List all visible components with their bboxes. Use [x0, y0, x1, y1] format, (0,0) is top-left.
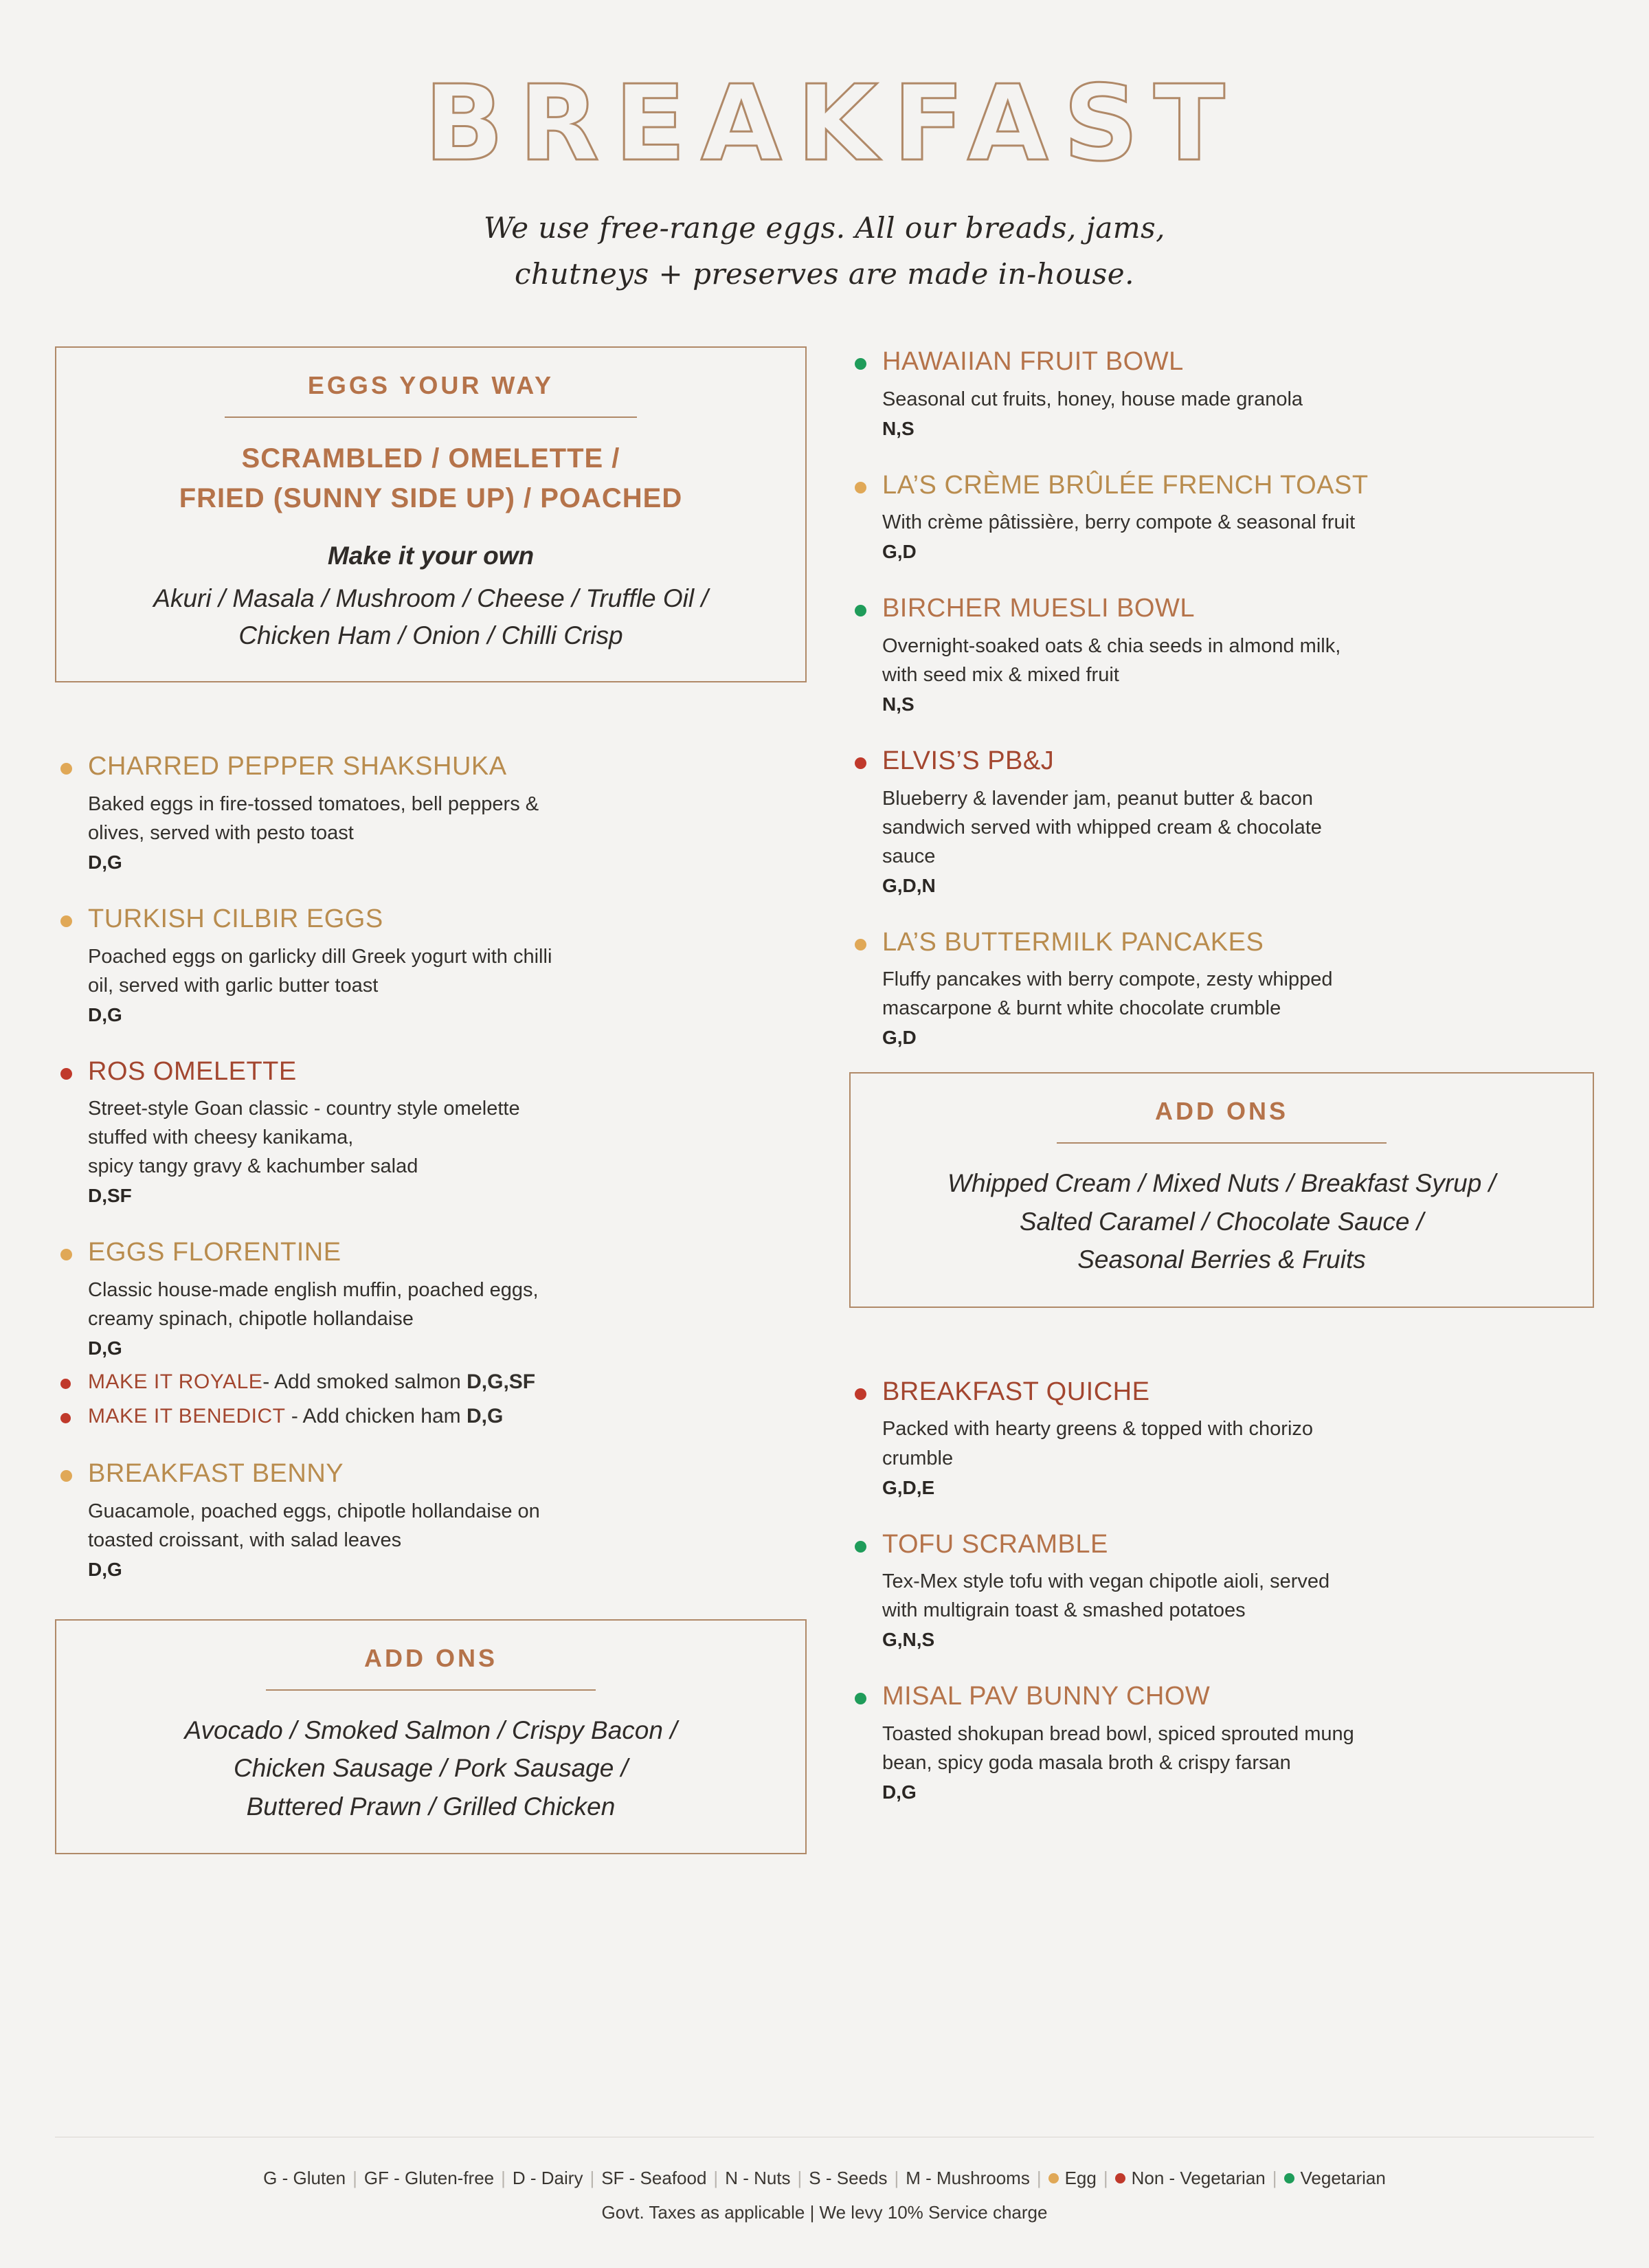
menu-item-name: TURKISH CILBIR EGGS [88, 904, 383, 933]
eggs-styles-line-1: SCRAMBLED / OMELETTE / [241, 443, 620, 474]
menu-item-name: ELVIS’S PB&J [882, 746, 1055, 775]
add-ons-list [77, 1711, 785, 1826]
menu-sub-item [55, 1370, 807, 1394]
non-veg-dot-icon [60, 1413, 71, 1423]
desc-line: Seasonal cut fruits, honey, house made granola [882, 388, 1303, 410]
make-it-your-own-label: Make it your own [327, 541, 535, 570]
allergen-tags: N,S [882, 417, 915, 439]
subtitle-line-1: We use free-range eggs. All our breads, jams, [483, 210, 1166, 245]
egg-dot-icon [60, 1249, 72, 1260]
right-add-ons-box [849, 1072, 1594, 1308]
veg-dot-icon [855, 605, 866, 616]
menu-item [849, 1377, 1594, 1499]
eggs-styles-line-2: FRIED (SUNNY SIDE UP) / POACHED [179, 482, 683, 513]
add-ons-line: Buttered Prawn / Grilled Chicken [246, 1792, 616, 1821]
divider [225, 416, 637, 418]
menu-columns [55, 346, 1594, 1854]
desc-line: mascarpone & burnt white chocolate crumble [882, 997, 1281, 1020]
sub-item-text: - Add chicken ham [291, 1405, 461, 1428]
menu-item [55, 1458, 807, 1581]
menu-item [849, 927, 1594, 1049]
subtitle-line-2: chutneys + preserves are made in-house. [515, 256, 1134, 291]
legend-veg-label: Vegetarian [1300, 2168, 1386, 2189]
egg-dot-icon [60, 1470, 72, 1482]
menu-item-name: BREAKFAST BENNY [88, 1459, 344, 1489]
divider [1057, 1142, 1387, 1144]
legend-item: M - Mushrooms [906, 2168, 1030, 2189]
eggs-options-line-1: Akuri / Masala / Mushroom / Cheese / Truffle Oil / [153, 583, 708, 612]
sub-item-label: MAKE IT BENEDICT [88, 1405, 286, 1428]
menu-item-description [882, 965, 1594, 1023]
menu-item [849, 746, 1594, 897]
footer-notice: Govt. Taxes as applicable | We levy 10% Service charge [601, 2201, 1048, 2223]
menu-item-description [882, 784, 1594, 871]
menu-item-description [88, 1497, 807, 1555]
allergen-tags: G,D [882, 1027, 917, 1049]
desc-line: Packed with hearty greens & topped with chorizo [882, 1418, 1314, 1441]
desc-line: Fluffy pancakes with berry compote, zesty whipped [882, 968, 1333, 991]
allergen-tags: D,SF [88, 1185, 132, 1207]
right-column [849, 346, 1594, 1854]
veg-dot-icon [855, 1693, 866, 1704]
desc-line: Guacamole, poached eggs, chipotle hollandaise on [88, 1500, 540, 1522]
non-veg-dot-icon [60, 1379, 71, 1389]
allergen-tags: G,D,N [882, 874, 936, 896]
non-veg-dot-icon [855, 1388, 866, 1400]
allergen-tags: D,G [88, 1337, 122, 1359]
add-ons-line: Chicken Sausage / Pork Sausage / [234, 1754, 628, 1783]
menu-item [55, 751, 807, 874]
menu-item-name: CHARRED PEPPER SHAKSHUKA [88, 752, 507, 781]
legend-item: N - Nuts [725, 2168, 791, 2189]
egg-dot-icon [855, 482, 866, 493]
menu-item [55, 1056, 807, 1208]
eggs-options-line-2: Chicken Ham / Onion / Chilli Crisp [238, 621, 623, 649]
desc-line: sandwich served with whipped cream & chocolate [882, 816, 1322, 838]
menu-item-name: LA’S CRÈME BRÛLÉE FRENCH TOAST [882, 470, 1369, 500]
divider [266, 1689, 596, 1691]
left-column [55, 346, 807, 1854]
eggs-styles [77, 438, 785, 518]
desc-line: toasted croissant, with salad leaves [88, 1528, 402, 1551]
desc-line: stuffed with cheesy kanikama, [88, 1126, 354, 1149]
allergen-tags: D,G,SF [467, 1370, 536, 1394]
menu-item [55, 1237, 807, 1359]
veg-dot-icon [855, 358, 866, 370]
add-ons-line: Salted Caramel / Chocolate Sauce / [1019, 1207, 1424, 1236]
add-ons-line: Seasonal Berries & Fruits [1077, 1245, 1366, 1274]
eggs-options [77, 580, 785, 654]
allergen-tags: G,D [882, 541, 917, 563]
add-ons-list [871, 1164, 1572, 1279]
menu-item-name: MISAL PAV BUNNY CHOW [882, 1682, 1211, 1711]
allergen-tags: D,G [88, 851, 122, 873]
desc-line: Blueberry & lavender jam, peanut butter & bacon [882, 787, 1314, 810]
legend-item: G - Gluten [263, 2168, 346, 2189]
desc-line: Street-style Goan classic - country style omelette [88, 1098, 520, 1120]
menu-item-name: ROS OMELETTE [88, 1056, 297, 1086]
menu-item [849, 346, 1594, 440]
sub-item-label: MAKE IT ROYALE [88, 1370, 263, 1394]
desc-line: creamy spinach, chipotle hollandaise [88, 1308, 414, 1330]
menu-subtitle [55, 205, 1594, 297]
menu-item [849, 1529, 1594, 1652]
veg-dot-icon [1284, 2173, 1294, 2183]
allergen-tags: D,G [466, 1405, 504, 1428]
desc-line: with seed mix & mixed fruit [882, 663, 1119, 686]
egg-dot-icon [60, 915, 72, 927]
desc-line: olives, served with pesto toast [88, 821, 354, 844]
menu-item-description [882, 1567, 1594, 1625]
menu-item-name: LA’S BUTTERMILK PANCAKES [882, 927, 1264, 957]
allergen-legend: G - Gluten | GF - Gluten-free | D - Dairy | SF - Seafood | N - Nuts | S - Seeds | M - Mushrooms | Egg | Non - Vegetarian | Vegetarian [263, 2168, 1386, 2189]
allergen-tags: D,G [882, 1781, 917, 1803]
menu-item-description [882, 508, 1594, 537]
add-ons-line: Avocado / Smoked Salmon / Crispy Bacon / [184, 1715, 677, 1744]
desc-line: spicy tangy gravy & kachumber salad [88, 1155, 418, 1178]
allergen-tags: G,N,S [882, 1629, 935, 1651]
menu-item [849, 1681, 1594, 1803]
menu-footer [0, 2161, 1649, 2230]
menu-item-description [88, 1094, 807, 1181]
legend-item: GF - Gluten-free [363, 2168, 495, 2189]
eggs-your-way-box [55, 346, 807, 682]
legend-item: S - Seeds [809, 2168, 888, 2189]
veg-dot-icon [855, 1541, 866, 1553]
desc-line: Poached eggs on garlicky dill Greek yogurt with chilli [88, 945, 552, 968]
non-veg-dot-icon [60, 1068, 72, 1080]
desc-line: bean, spicy goda masala broth & crispy farsan [882, 1751, 1291, 1774]
egg-dot-icon [855, 939, 866, 950]
desc-line: With crème pâtissière, berry compote & seasonal fruit [882, 511, 1356, 534]
eggs-your-way-title: EGGS YOUR WAY [307, 370, 554, 399]
menu-item-name: BIRCHER MUESLI BOWL [882, 594, 1195, 623]
legend-nonveg-label: Non - Vegetarian [1131, 2168, 1266, 2189]
add-ons-title: ADD ONS [363, 1643, 497, 1672]
menu-item-description [882, 1720, 1594, 1777]
menu-item-description [88, 1276, 807, 1333]
allergen-tags: D,G [88, 1558, 122, 1580]
menu-item-name: HAWAIIAN FRUIT BOWL [882, 346, 1184, 376]
allergen-tags: N,S [882, 693, 915, 715]
allergen-tags: G,D,E [882, 1476, 935, 1498]
menu-item-description [882, 385, 1594, 414]
desc-line: sauce [882, 845, 936, 867]
menu-item [55, 904, 807, 1026]
legend-egg-label: Egg [1064, 2168, 1097, 2189]
left-add-ons-box [55, 1619, 807, 1855]
menu-item [849, 470, 1594, 564]
non-veg-dot-icon [1115, 2173, 1125, 2183]
egg-dot-icon [60, 763, 72, 775]
desc-line: Overnight-soaked oats & chia seeds in almond milk, [882, 634, 1341, 657]
menu-item-description [88, 942, 807, 1000]
desc-line: oil, served with garlic butter toast [88, 974, 379, 997]
desc-line: Toasted shokupan bread bowl, spiced sprouted mung [882, 1722, 1354, 1745]
menu-item-description [882, 632, 1594, 689]
menu-item-name: TOFU SCRAMBLE [882, 1529, 1108, 1559]
menu-item-name: EGGS FLORENTINE [88, 1238, 341, 1267]
add-ons-line: Whipped Cream / Mixed Nuts / Breakfast Syrup / [947, 1169, 1496, 1198]
title-block [55, 63, 1594, 184]
desc-line: Tex-Mex style tofu with vegan chipotle aioli, served [882, 1570, 1330, 1593]
menu-item-description [88, 790, 807, 847]
allergen-tags: D,G [88, 1003, 122, 1025]
menu-sub-item [55, 1405, 807, 1428]
desc-line: crumble [882, 1447, 954, 1469]
menu-item-name: BREAKFAST QUICHE [882, 1377, 1150, 1406]
non-veg-dot-icon [855, 757, 866, 769]
add-ons-title: ADD ONS [1154, 1097, 1288, 1126]
desc-line: Classic house-made english muffin, poached eggs, [88, 1278, 539, 1301]
egg-dot-icon [1048, 2173, 1059, 2183]
legend-item: D - Dairy [512, 2168, 583, 2189]
desc-line: Baked eggs in fire-tossed tomatoes, bell peppers & [88, 792, 539, 815]
desc-line: with multigrain toast & smashed potatoes [882, 1599, 1246, 1622]
menu-item-description [882, 1414, 1594, 1472]
sub-item-text: - Add smoked salmon [262, 1370, 461, 1394]
menu-item [849, 593, 1594, 715]
legend-item: SF - Seafood [601, 2168, 707, 2189]
page-title: BREAKFAST [424, 63, 1240, 184]
